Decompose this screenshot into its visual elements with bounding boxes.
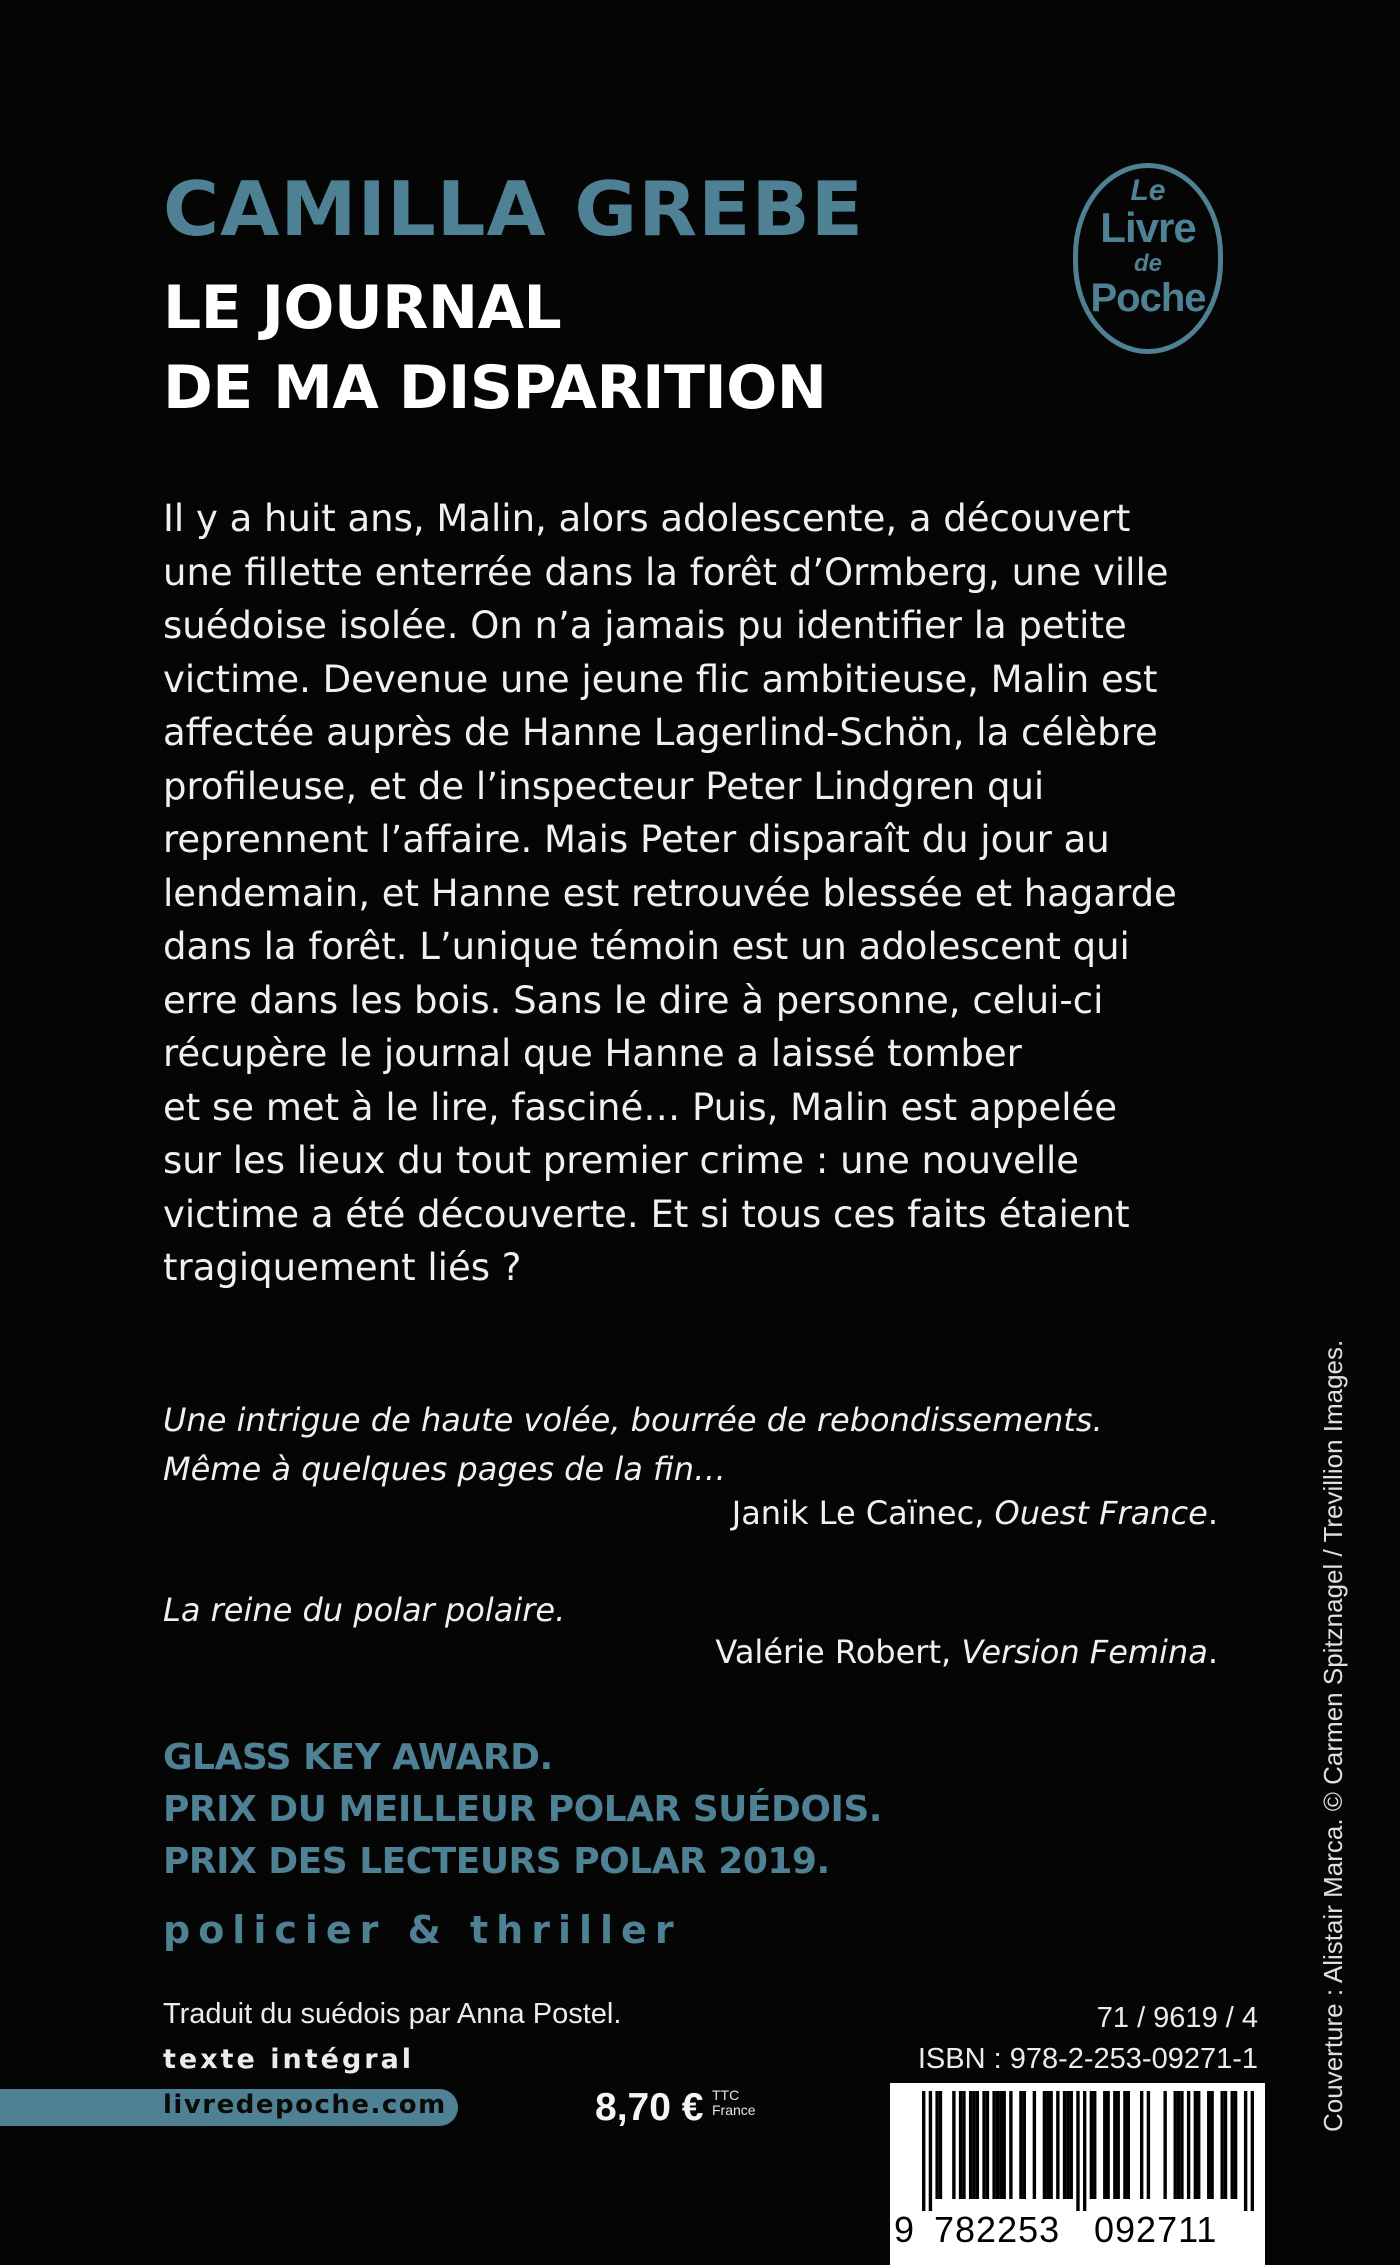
awards-list [163,1732,882,1888]
barcode-bar [1093,2091,1096,2199]
synopsis-line: récupère le journal que Hanne a laissé tomber [163,1032,1022,1075]
synopsis-line: une fillette enterrée dans la forêt d’Ormberg, une ville [163,550,1169,594]
synopsis-line: sur les lieux du tout premier crime : une nouvelle [163,1139,1080,1182]
barcode-bar [929,2091,932,2211]
award-line: GLASS KEY AWARD. [163,1737,553,1778]
barcode-bar [1106,2091,1109,2199]
barcode-bar [1147,2091,1150,2199]
quote-author: Janik Le Caïnec, [731,1494,995,1532]
synopsis-line: lendemain, et Hanne est retrouvée blessée et hagarde [163,871,1177,915]
barcode-bar [1207,2091,1210,2199]
barcode-bar [935,2091,938,2199]
quote-end: . [1207,1633,1218,1671]
title-line: LE JOURNAL [163,273,562,343]
website-banner [0,2089,458,2126]
synopsis-line: victime a été découverte. Et si tous ces faits étaient [163,1192,1130,1236]
barcode-bar [1220,2091,1223,2199]
barcode-bar [972,2091,975,2199]
barcode-bar [1210,2091,1213,2199]
barcode-bar [992,2091,995,2199]
cover-credit: Couverture : Alistair Marca. © Carmen Spitznagel / Trevillion Images. [1318,1339,1348,2132]
barcode-bar [1187,2091,1190,2199]
logo-text: Livre [1100,204,1196,251]
barcode-bar [1076,2091,1079,2211]
barcode-bar [1023,2091,1026,2199]
barcode-bar [939,2091,942,2199]
synopsis-line: dans la forêt. L’unique témoin est un adolescent qui [163,925,1130,968]
barcode-bar [1066,2091,1069,2199]
logo-text: Poche [1090,276,1206,320]
quote-attribution [715,1633,1218,1671]
barcode-bar [969,2091,972,2199]
barcode-bar [1197,2091,1200,2199]
isbn-number: ISBN : 978-2-253-09271-1 [917,2043,1258,2075]
price: 8,70 € [595,2086,704,2129]
quote-author: Valérie Robert, [715,1633,962,1671]
barcode-bar [1251,2091,1254,2211]
synopsis [163,492,1243,1295]
synopsis-line: victime. Devenue une jeune flic ambitieuse, Malin est [163,657,1158,701]
press-quote [163,1586,565,1635]
synopsis-line: profileuse, et de l’inspecteur Peter Lindgren qui [163,764,1045,808]
price-note-ttc: TTC [712,2087,740,2103]
barcode-bar [1224,2091,1227,2199]
book-title [163,268,826,428]
barcode-bar [1083,2091,1086,2211]
barcode-bar [1046,2091,1049,2199]
barcode-bar [922,2091,925,2211]
award-line: PRIX DES LECTEURS POLAR 2019. [163,1841,830,1882]
barcode-bar [999,2091,1002,2199]
barcode-bar [1002,2091,1005,2199]
barcode-bar [1244,2091,1247,2211]
price-note [712,2088,756,2118]
quote-line: La reine du polar polaire. [163,1591,566,1629]
quote-source: Ouest France [994,1494,1208,1532]
press-quote [163,1396,1103,1494]
quote-line: Même à quelques pages de la fin… [163,1450,726,1488]
barcode-bar [1043,2091,1046,2199]
synopsis-line: affectée auprès de Hanne Lagerlind-Schön, la célèbre [163,711,1158,754]
quote-source: Version Femina [961,1633,1208,1671]
website-link[interactable]: livredepoche.com [163,2090,447,2120]
barcode-bar [1234,2091,1237,2199]
integral-label: texte intégral [163,2044,415,2075]
synopsis-line: et se met à le lire, fasciné… Puis, Malin est appelée [163,1085,1118,1129]
barcode-digit: 9 [894,2209,915,2250]
barcode-bar [1231,2091,1234,2199]
barcode-digits: 782253 [934,2209,1061,2250]
barcode-bar [1033,2091,1036,2199]
barcode-bar [1070,2091,1073,2199]
author-name: CAMILLA GREBE [163,165,865,253]
barcode-bar [1127,2091,1130,2199]
synopsis-line: reprennent l’affaire. Mais Peter disparaît du jour au [163,818,1110,861]
barcode-bar [1123,2091,1126,2199]
barcode-bar [986,2091,989,2199]
barcode-bar [1113,2091,1116,2199]
catalog-reference: 71 / 9619 / 4 [1096,2002,1258,2034]
barcode-bar [1056,2091,1059,2199]
genre-label: policier & thriller [163,1908,682,1952]
publisher-logo [1073,163,1223,354]
logo-text: Le [1130,174,1166,207]
barcode-digits: 092711 [1094,2209,1218,2250]
synopsis-line: tragiquement liés ? [163,1246,522,1289]
logo-text: de [1133,250,1162,277]
barcode-bar [1063,2091,1066,2199]
barcode-bar [1009,2091,1012,2199]
barcode-bar [1049,2091,1052,2199]
synopsis-line: suédoise isolée. On n’a jamais pu identifier la petite [163,604,1127,647]
barcode-bar [982,2091,985,2199]
barcode-bar [1117,2091,1120,2199]
quote-line: Une intrigue de haute volée, bourrée de rebondissements. [163,1401,1103,1439]
title-line: DE MA DISPARITION [163,353,827,423]
translation-credit: Traduit du suédois par Anna Postel. [163,1998,622,2030]
barcode-bar [959,2091,962,2199]
barcode-bar [1174,2091,1177,2199]
barcode-bar [962,2091,965,2199]
barcode-bar [1090,2091,1093,2199]
quote-attribution [732,1494,1218,1532]
synopsis-line: erre dans les bois. Sans le dire à personne, celui-ci [163,978,1104,1022]
barcode-bar [1140,2091,1143,2199]
barcode-bars [922,2091,1254,2211]
barcode-bar [1177,2091,1180,2199]
barcode-bar [952,2091,955,2199]
barcode-bar [996,2091,999,2199]
award-line: PRIX DU MEILLEUR POLAR SUÉDOIS. [163,1789,882,1830]
barcode-bar [1163,2091,1166,2199]
barcode-bar [1180,2091,1183,2199]
barcode-bar [976,2091,979,2199]
synopsis-line: Il y a huit ans, Malin, alors adolescente, a découvert [163,497,1131,540]
price-note-country: France [712,2102,756,2118]
barcode [890,2083,1265,2265]
barcode-bar [1103,2091,1106,2199]
barcode-bar [1019,2091,1022,2199]
barcode-bar [1194,2091,1197,2199]
quote-end: . [1207,1494,1218,1532]
